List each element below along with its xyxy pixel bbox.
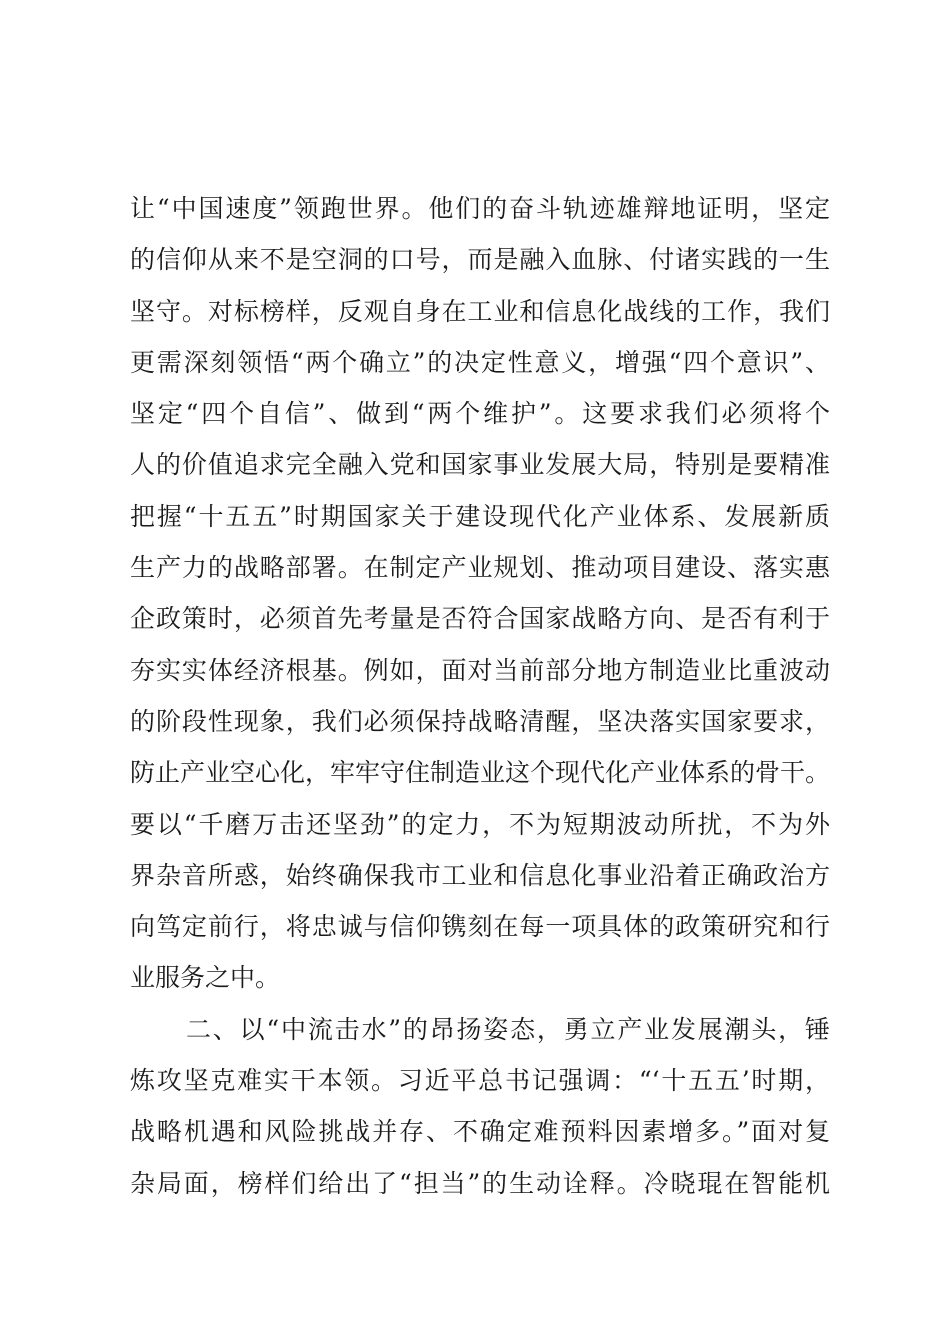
- text-line: 业服务之中。: [130, 963, 281, 993]
- text-line: 要以“千磨万击还坚劲”的定力，不为短期波动所扰，不为外: [130, 809, 830, 839]
- text-line: 坚守。对标榜样，反观自身在工业和信息化战线的工作，我们: [130, 296, 830, 326]
- text-line: 人的价值追求完全融入党和国家事业发展大局，特别是要精准: [130, 450, 830, 480]
- text-line: 坚定“四个自信”、做到“两个维护”。这要求我们必须将个: [130, 399, 830, 429]
- text-line: 向笃定前行，将忠诚与信仰镌刻在每一项具体的政策研究和行: [130, 912, 830, 942]
- text-line: 二、以“中流击水”的昂扬姿态，勇立产业发展潮头，锤: [186, 1014, 830, 1044]
- text-line: 更需深刻领悟“两个确立”的决定性意义，增强“四个意识”、: [130, 347, 830, 377]
- text-line: 杂局面，榜样们给出了“担当”的生动诠释。冷晓琨在智能机: [130, 1168, 830, 1198]
- text-line: 的阶段性现象，我们必须保持战略清醒，坚决落实国家要求，: [130, 706, 830, 736]
- text-line: 战略机遇和风险挑战并存、不确定难预料因素增多。”面对复: [130, 1117, 830, 1147]
- text-line: 的信仰从来不是空洞的口号，而是融入血脉、付诸实践的一生: [130, 245, 830, 275]
- text-line: 炼攻坚克难实干本领。习近平总书记强调：“‘十五五’时期，: [130, 1066, 830, 1096]
- text-line: 把握“十五五”时期国家关于建设现代化产业体系、发展新质: [130, 501, 830, 531]
- text-line: 生产力的战略部署。在制定产业规划、推动项目建设、落实惠: [130, 553, 830, 583]
- text-line: 企政策时，必须首先考量是否符合国家战略方向、是否有利于: [130, 604, 830, 634]
- text-line: 夯实实体经济根基。例如，面对当前部分地方制造业比重波动: [130, 655, 830, 685]
- text-line: 界杂音所惑，始终确保我市工业和信息化事业沿着正确政治方: [130, 860, 830, 890]
- text-line: 防止产业空心化，牢牢守住制造业这个现代化产业体系的骨干。: [130, 758, 831, 788]
- body-text: [130, 183, 830, 1209]
- text-line: 让“中国速度”领跑世界。他们的奋斗轨迹雄辩地证明，坚定: [130, 194, 830, 223]
